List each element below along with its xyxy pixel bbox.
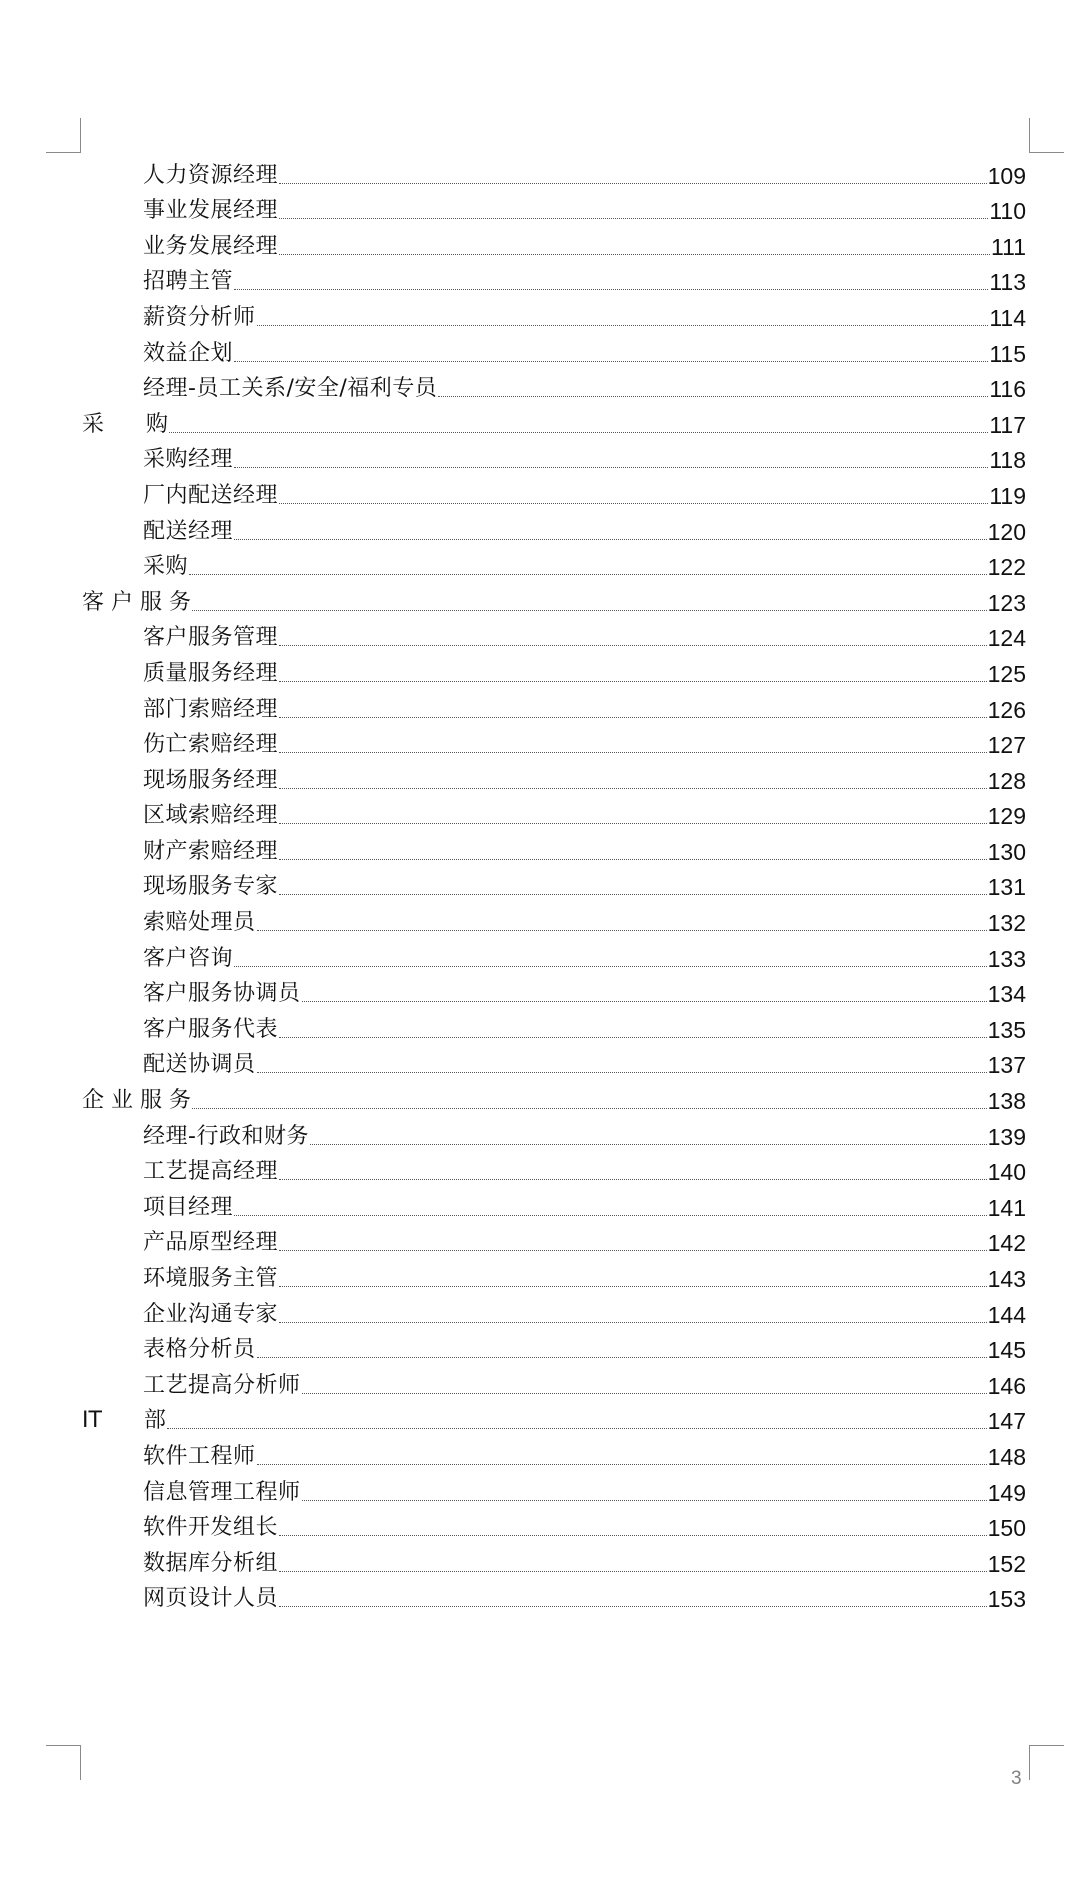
toc-entry-page: 133 xyxy=(987,945,1026,972)
dot-leader xyxy=(257,1357,987,1358)
toc-entry-title: 产品原型经理 xyxy=(143,1230,279,1256)
toc-entry-page: 141 xyxy=(987,1194,1026,1221)
toc-entry-page: 134 xyxy=(987,981,1026,1008)
toc-entry-page: 137 xyxy=(987,1052,1026,1079)
toc-entry-page: 132 xyxy=(987,910,1026,937)
toc-entry[interactable] xyxy=(0,225,1080,261)
dot-leader xyxy=(279,183,987,184)
toc-entry-title: 环境服务主管 xyxy=(143,1266,279,1291)
toc-entry-page: 120 xyxy=(987,518,1026,545)
dot-leader xyxy=(279,823,987,824)
toc-entry-page: 150 xyxy=(987,1515,1026,1542)
toc-entry[interactable] xyxy=(0,688,1080,724)
dot-leader xyxy=(234,289,988,290)
toc-entry-title: 质量服务经理 xyxy=(143,660,279,686)
dot-leader xyxy=(234,361,988,362)
toc-entry[interactable] xyxy=(0,474,1080,510)
toc-entry[interactable] xyxy=(0,1293,1080,1329)
toc-entry-page: 140 xyxy=(987,1159,1026,1186)
toc-entry[interactable] xyxy=(0,332,1080,368)
toc-entry[interactable] xyxy=(0,1257,1080,1293)
toc-entry-title: 配送经理 xyxy=(143,518,234,544)
toc-entry-title: 网页设计人员 xyxy=(143,1586,279,1612)
toc-entry-page: 147 xyxy=(987,1408,1026,1435)
crop-mark-top-right xyxy=(1029,118,1064,153)
toc-entry-page: 152 xyxy=(987,1550,1026,1577)
toc-entry[interactable] xyxy=(0,901,1080,937)
dot-leader xyxy=(279,254,990,255)
toc-entry[interactable] xyxy=(0,1507,1080,1543)
toc-entry-title: 部门索赔经理 xyxy=(143,696,279,722)
dot-leader xyxy=(279,1286,987,1287)
toc-entry-page: 130 xyxy=(987,838,1026,865)
toc-entry-title: 数据库分析组 xyxy=(143,1550,279,1576)
toc-entry-title: 客户服务代表 xyxy=(143,1016,279,1042)
toc-entry-page: 148 xyxy=(987,1443,1026,1470)
dot-leader xyxy=(279,717,987,718)
toc-entry[interactable] xyxy=(0,795,1080,831)
dot-leader xyxy=(257,1464,987,1465)
toc-entry[interactable] xyxy=(0,973,1080,1009)
crop-mark-bottom-right xyxy=(1029,1745,1064,1780)
toc-entry-title: 效益企划 xyxy=(143,340,234,366)
toc-entry-page: 119 xyxy=(989,482,1026,509)
dot-leader xyxy=(279,894,987,895)
toc-entry[interactable] xyxy=(0,154,1080,190)
toc-entry[interactable] xyxy=(0,937,1080,973)
toc-entry-page: 128 xyxy=(987,767,1026,794)
toc-entry[interactable] xyxy=(0,1115,1080,1151)
dot-leader xyxy=(279,681,987,682)
toc-entry[interactable] xyxy=(0,1471,1080,1507)
toc-entry-title: 招聘主管 xyxy=(143,269,234,295)
toc-entry-title: 厂内配送经理 xyxy=(143,482,279,508)
toc-entry[interactable] xyxy=(0,617,1080,653)
toc-entry-page: 129 xyxy=(987,803,1026,830)
toc-entry-title: 人力资源经理 xyxy=(143,162,279,188)
toc-entry-title: 表格分析员 xyxy=(143,1337,256,1363)
toc-entry[interactable] xyxy=(0,1222,1080,1258)
dot-leader xyxy=(310,1144,987,1145)
page-number: 3 xyxy=(1011,1768,1022,1789)
toc-entry-page: 127 xyxy=(987,732,1026,759)
dot-leader xyxy=(167,1428,987,1429)
dot-leader xyxy=(234,467,988,468)
toc-entry-title: 采购经理 xyxy=(143,447,234,473)
toc-entry[interactable] xyxy=(0,759,1080,795)
dot-leader xyxy=(279,1535,987,1536)
toc-entry[interactable] xyxy=(0,261,1080,297)
toc-entry-page: 131 xyxy=(987,874,1026,901)
toc-entry[interactable] xyxy=(0,1329,1080,1365)
toc-entry[interactable] xyxy=(0,190,1080,226)
toc-entry-title: 客 户 服 务 xyxy=(82,589,191,615)
dot-leader xyxy=(234,966,987,967)
toc-entry-page: 145 xyxy=(987,1337,1026,1364)
toc-entry-title: 伤亡索赔经理 xyxy=(143,732,279,758)
toc-entry-title: 薪资分析师 xyxy=(143,304,256,330)
toc-section-entry[interactable] xyxy=(0,1079,1080,1115)
toc-entry[interactable] xyxy=(0,1008,1080,1044)
toc-entry[interactable] xyxy=(0,510,1080,546)
dot-leader xyxy=(279,859,987,860)
toc-entry-page: 143 xyxy=(987,1266,1026,1292)
toc-entry[interactable] xyxy=(0,296,1080,332)
dot-leader xyxy=(279,788,987,789)
toc-section-entry[interactable] xyxy=(0,403,1080,439)
dot-leader xyxy=(192,610,987,611)
toc-entry-title: 软件开发组长 xyxy=(143,1515,279,1541)
toc-entry-title: 现场服务经理 xyxy=(143,767,279,793)
toc-entry-page: 138 xyxy=(987,1088,1026,1115)
toc-entry-title: 企业沟通专家 xyxy=(143,1301,279,1327)
dot-leader xyxy=(279,645,987,646)
toc-entry-title: 财产索赔经理 xyxy=(143,838,279,864)
toc-entry-page: 122 xyxy=(987,554,1026,581)
toc-entry-page: 115 xyxy=(989,340,1026,367)
toc-entry-page: 139 xyxy=(987,1123,1026,1150)
dot-leader xyxy=(302,1393,987,1394)
toc-entry-title: 客户服务协调员 xyxy=(143,981,301,1007)
dot-leader xyxy=(169,432,988,433)
toc-entry-page: 110 xyxy=(989,198,1026,225)
dot-leader xyxy=(279,1571,987,1572)
toc-entry-title: 区域索赔经理 xyxy=(143,803,279,829)
toc-entry[interactable] xyxy=(0,1435,1080,1471)
toc-entry-title: 软件工程师 xyxy=(143,1443,256,1469)
dot-leader xyxy=(279,1606,987,1607)
toc-entry[interactable] xyxy=(0,1578,1080,1614)
toc-entry-page: 135 xyxy=(987,1016,1026,1043)
toc-entry-title: 采 购 xyxy=(82,411,168,437)
toc-entry-title: 工艺提高经理 xyxy=(143,1159,279,1185)
dot-leader xyxy=(279,752,987,753)
dot-leader xyxy=(302,1500,987,1501)
toc-entry-title: 经理-员工关系/安全/福利专员 xyxy=(143,376,438,402)
toc-entry-title: 配送协调员 xyxy=(143,1052,256,1078)
toc-entry-title: 信息管理工程师 xyxy=(143,1479,301,1505)
toc-entry-page: 144 xyxy=(987,1301,1026,1328)
toc-entry[interactable] xyxy=(0,1151,1080,1187)
toc-entry-page: 153 xyxy=(987,1586,1026,1613)
dot-leader xyxy=(279,1250,987,1251)
toc-entry-title: 企 业 服 务 xyxy=(82,1088,191,1114)
toc-entry-page: 146 xyxy=(987,1372,1026,1399)
toc-section-entry[interactable] xyxy=(0,1400,1080,1436)
toc-entry-title: 现场服务专家 xyxy=(143,874,279,900)
dot-leader xyxy=(279,1322,987,1323)
toc-entry-page: 126 xyxy=(987,696,1026,723)
toc-entry-title: 业务发展经理 xyxy=(143,233,279,259)
dot-leader xyxy=(234,539,987,540)
toc-entry-title: IT 部 xyxy=(82,1408,166,1434)
dot-leader xyxy=(189,574,987,575)
dot-leader xyxy=(257,1072,987,1073)
table-of-contents xyxy=(0,154,1080,1613)
toc-entry[interactable] xyxy=(0,368,1080,404)
toc-entry-title: 项目经理 xyxy=(143,1194,234,1220)
toc-entry-page: 125 xyxy=(987,660,1026,687)
toc-entry-page: 149 xyxy=(987,1479,1026,1506)
dot-leader xyxy=(192,1108,987,1109)
toc-entry-title: 经理-行政和财务 xyxy=(143,1123,309,1149)
toc-entry[interactable] xyxy=(0,830,1080,866)
toc-entry-page: 124 xyxy=(987,625,1026,652)
dot-leader xyxy=(302,1001,987,1002)
toc-entry-page: 123 xyxy=(987,589,1026,616)
toc-entry-page: 118 xyxy=(989,447,1026,474)
toc-entry-title: 索赔处理员 xyxy=(143,910,256,936)
toc-entry-title: 事业发展经理 xyxy=(143,198,279,224)
toc-entry[interactable] xyxy=(0,652,1080,688)
toc-entry[interactable] xyxy=(0,439,1080,475)
toc-entry[interactable] xyxy=(0,1364,1080,1400)
toc-entry[interactable] xyxy=(0,1044,1080,1080)
toc-entry[interactable] xyxy=(0,724,1080,760)
dot-leader xyxy=(438,396,988,397)
dot-leader xyxy=(279,218,988,219)
toc-entry-page: 114 xyxy=(989,304,1026,331)
toc-entry-page: 116 xyxy=(989,376,1026,403)
crop-mark-bottom-left xyxy=(46,1745,81,1780)
dot-leader xyxy=(279,1179,987,1180)
toc-entry[interactable] xyxy=(0,1186,1080,1222)
crop-mark-top-left xyxy=(46,118,81,153)
toc-entry-title: 工艺提高分析师 xyxy=(143,1372,301,1398)
toc-entry[interactable] xyxy=(0,866,1080,902)
toc-entry-page: 109 xyxy=(987,162,1026,189)
toc-entry-page: 117 xyxy=(989,411,1026,438)
dot-leader xyxy=(257,325,989,326)
toc-entry-page: 113 xyxy=(989,269,1026,296)
toc-entry-page: 111 xyxy=(991,233,1026,260)
toc-section-entry[interactable] xyxy=(0,581,1080,617)
dot-leader xyxy=(234,1215,987,1216)
toc-entry-title: 采购 xyxy=(143,554,189,580)
toc-entry-title: 客户服务管理 xyxy=(143,625,279,651)
dot-leader xyxy=(279,1037,987,1038)
toc-entry[interactable] xyxy=(0,546,1080,582)
toc-entry-page: 142 xyxy=(987,1230,1026,1257)
dot-leader xyxy=(279,503,988,504)
dot-leader xyxy=(257,930,987,931)
toc-entry[interactable] xyxy=(0,1542,1080,1578)
toc-entry-title: 客户咨询 xyxy=(143,945,234,971)
